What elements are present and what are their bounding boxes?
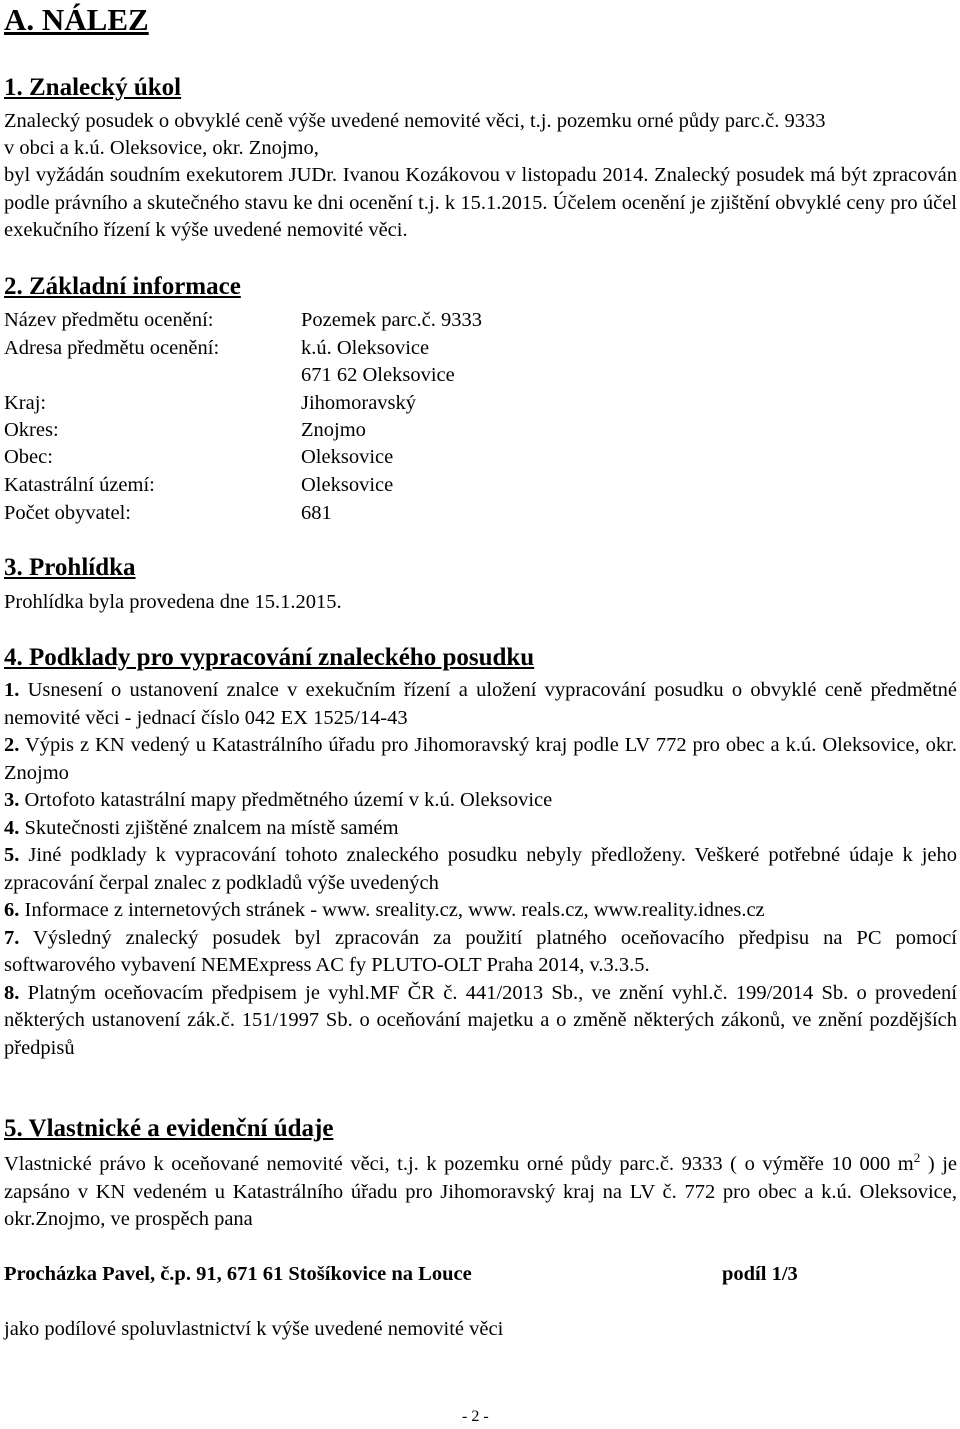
info-value: 671 62 Oleksovice [301,364,455,386]
section-2-title: 2. Základní informace [4,273,241,300]
list-item: 2. Výpis z KN vedený u Katastrálního úřadu pro Jihomoravský kraj podle LV 772 pro obec a k.ú. Oleksovice, okr. Znojmo [4,734,957,784]
info-value: Oleksovice [301,446,394,468]
inspection-text: Prohlídka byla provedena dne 15.1.2015. [4,591,342,613]
info-value: Oleksovice [301,474,394,496]
section-1-line-1: Znalecký posudek o obvyklé ceně výše uvedené nemovité věci, t.j. pozemku orné půdy parc.č. 9333 [4,110,826,132]
section-1-title: 1. Znalecký úkol [4,74,182,101]
info-label: Adresa předmětu ocenění: [4,337,220,359]
list-item: 6. Informace z internetových stránek - www. sreality.cz, www. reals.cz, www.reality.idnes.cz [4,899,765,921]
info-value: 681 [301,502,332,524]
sources-list [4,677,957,1062]
info-label: Kraj: [4,392,47,414]
list-item: 7. Výsledný znalecký posudek byl zpracován za použití platného oceňovacího předpisu na PC pomocí softwarového vybavení NEMExpress AC fy PLUTO-OLT Praha 2014, v.3.3.5. [4,926,957,976]
main-heading: A. NÁLEZ [4,2,149,37]
info-value: Znojmo [301,419,366,441]
section-1-paragraph: byl vyžádán soudním exekutorem JUDr. Ivanou Kozákovou v listopadu 2014. Znalecký posudek má být zpracován podle právního a skutečného stavu ke dni ocenění t.j. k 15.1.2015. Účelem ocenění je zjištění obvyklé ceny pro účel exekučního řízení k výše uvedené nemovité věci. [4,164,957,241]
info-value: k.ú. Oleksovice [301,337,430,359]
list-item: 1. Usnesení o ustanovení znalce v exekučním řízení a uložení vypracování posudku o obvyklé ceně předmětné nemovité věci - jednací číslo 042 EX 1525/14-43 [4,679,957,729]
list-item: 8. Platným oceňovacím předpisem je vyhl.MF ČR č. 441/2013 Sb., ve znění vyhl.č. 199/2014 Sb. o provedení některých ustanovení zák.č. 151/1997 Sb. o oceňování majetku a o změně některých zákonů, ve znění pozdějších předpisů [4,981,958,1059]
ownership-paragraph: Vlastnické právo k oceňované nemovité věci, t.j. k pozemku orné půdy parc.č. 9333 ( o výměře 10 000 $m^2$ ) je zapsáno v KN vedeném u Katastrálního úřadu pro Jihomoravský kraj na LV č. 772 pro obec a k.ú. Oleksovice, okr.Znojmo, ve prospěch pana [4,1150,957,1230]
closing-text: jako podílové spoluvlastnictví k výše uvedené nemovité věci [4,1318,504,1340]
page-number: - 2 - [462,1408,489,1425]
owner-share: podíl 1/3 [722,1263,798,1285]
section-1-line-2: v obci a k.ú. Oleksovice, okr. Znojmo, [4,137,319,159]
info-value: Jihomoravský [301,392,417,414]
section-4-title: 4. Podklady pro vypracování znaleckého posudku [4,644,535,671]
owner-name: Procházka Pavel, č.p. 91, 671 61 Stošíkovice na Louce [4,1263,472,1285]
info-label: Obec: [4,446,53,468]
info-label: Okres: [4,419,59,441]
list-item: 3. Ortofoto katastrální mapy předmětného území v k.ú. Oleksovice [4,789,553,811]
info-value: Pozemek parc.č. 9333 [301,309,483,331]
info-label: Počet obyvatel: [4,502,131,524]
section-3-title: 3. Prohlídka [4,554,136,581]
list-item: 5. Jiné podklady k vypracování tohoto znaleckého posudku nebyly předloženy. Veškeré potřebné údaje k jeho zpracování čerpal znalec z podkladů výše uvedených [4,844,958,894]
list-item: 4. Skutečnosti zjištěné znalcem na místě samém [4,816,399,839]
info-label: Katastrální území: [4,474,155,496]
section-5-title: 5. Vlastnické a evidenční údaje [4,1115,334,1142]
info-label: Název předmětu ocenění: [4,309,214,331]
